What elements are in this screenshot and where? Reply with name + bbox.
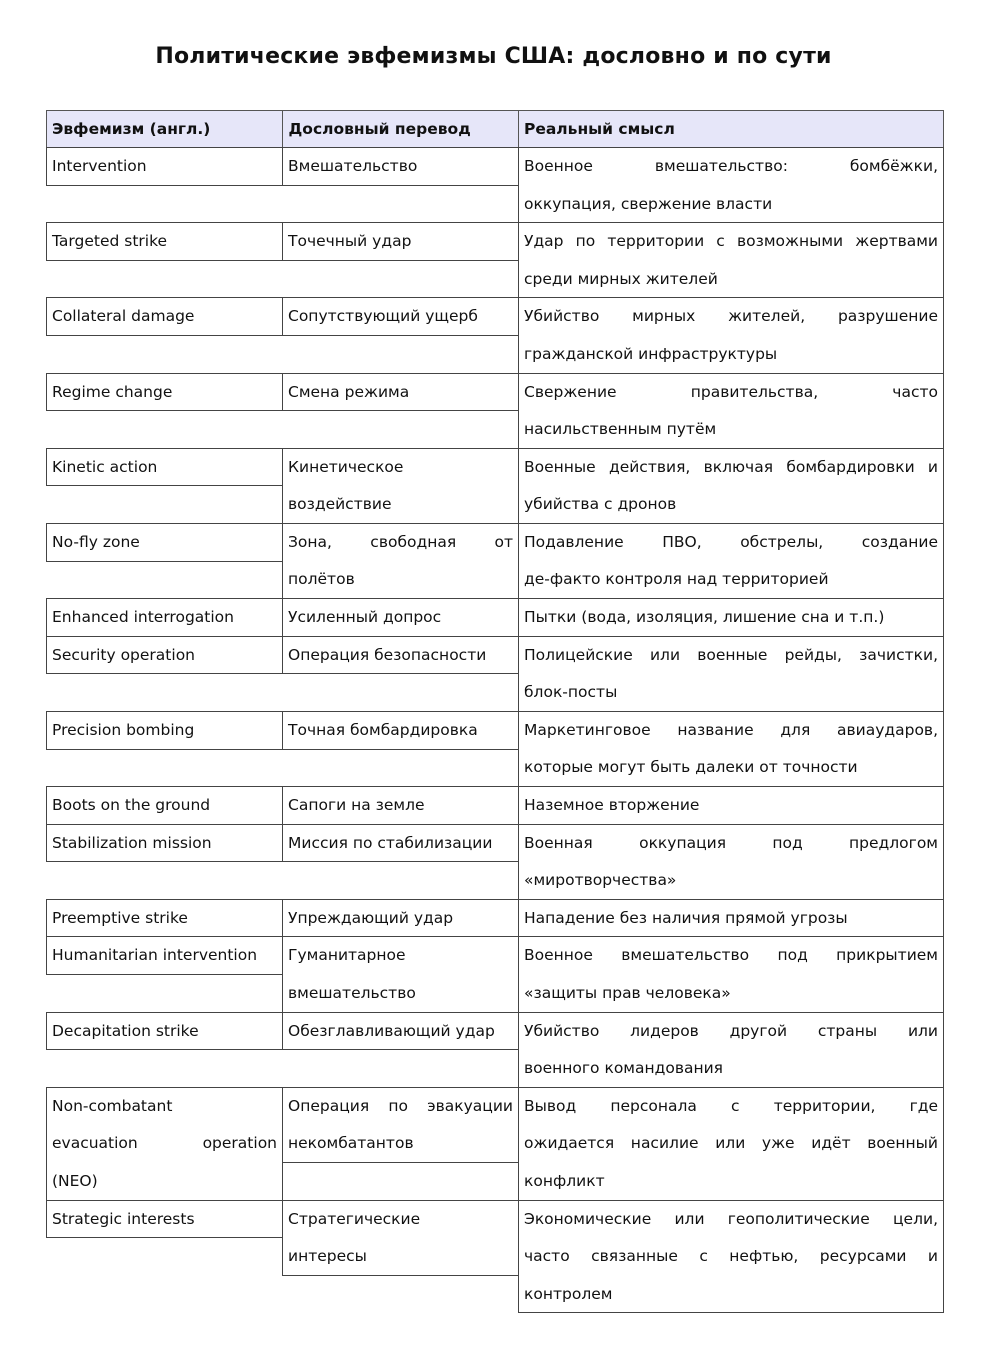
cell-meaning (518, 373, 944, 449)
table-row (46, 599, 944, 637)
cell-line: Удар по территории с возможными жертвами (524, 232, 938, 251)
cell-line: Точная бомбардировка (288, 720, 478, 739)
table-row (46, 1088, 944, 1201)
cell-euphemism (46, 711, 283, 750)
cell-line: оккупация, свержение власти (524, 194, 773, 213)
table-row (46, 712, 944, 787)
cell-line: Операция по эвакуации (288, 1096, 513, 1115)
cell-line: Сапоги на земле (288, 796, 425, 815)
page-title: Политические эвфемизмы США: дословно и по сути (155, 44, 832, 69)
cell-euphemism (46, 297, 283, 336)
cell-literal (282, 1087, 519, 1163)
table-row (46, 637, 944, 712)
table-row (46, 1201, 944, 1314)
cell-literal (282, 824, 519, 863)
cell-line: Сопутствующий ущерб (288, 307, 478, 326)
cell-line: Кинетическое (288, 457, 404, 476)
cell-euphemism (46, 1012, 283, 1051)
table-body (46, 148, 944, 1313)
cell-meaning (518, 1200, 944, 1314)
table-row (46, 825, 944, 900)
cell-line: evacuation operation (52, 1134, 277, 1153)
cell-line: Упреждающий удар (288, 908, 454, 927)
cell-literal (282, 1012, 519, 1051)
cell-literal (282, 598, 519, 637)
cell-meaning (518, 222, 944, 298)
header-euphemism: Эвфемизм (англ.) (52, 120, 211, 138)
cell-line: Strategic interests (52, 1209, 195, 1228)
cell-line: Военное вмешательство: бомбёжки, (524, 157, 938, 175)
cell-line: Security operation (52, 645, 195, 664)
cell-meaning (518, 786, 944, 825)
cell-meaning (518, 523, 944, 599)
cell-line: гражданской инфраструктуры (524, 344, 778, 363)
cell-line: Наземное вторжение (524, 796, 700, 815)
cell-line: Decapitation strike (52, 1021, 199, 1040)
table-header (46, 110, 944, 148)
cell-literal (282, 711, 519, 750)
cell-meaning (518, 448, 944, 524)
cell-line: Полицейские или военные рейды, зачистки, (524, 645, 938, 664)
table-row (46, 900, 944, 938)
cell-line: No-fly zone (52, 532, 140, 551)
header-literal: Дословный перевод (282, 111, 517, 147)
table-row (46, 223, 944, 298)
cell-line: ожидается насилие или уже идёт военный (524, 1134, 938, 1153)
cell-line: блок-посты (524, 683, 618, 702)
cell-line: полётов (288, 570, 355, 589)
cell-euphemism (46, 147, 283, 186)
cell-meaning (518, 598, 944, 637)
cell-meaning (518, 899, 944, 938)
cell-line: контролем (524, 1284, 613, 1303)
cell-literal (282, 936, 519, 1012)
table-row (46, 937, 944, 1012)
cell-line: Collateral damage (52, 307, 195, 326)
table-row (46, 374, 944, 449)
cell-line: Подавление ПВО, обстрелы, создание (524, 532, 938, 551)
cell-line: Нападение без наличия прямой угрозы (524, 908, 848, 927)
cell-line: Стратегические (288, 1209, 421, 1228)
cell-line: Вмешательство (288, 157, 418, 175)
cell-literal (282, 636, 519, 675)
cell-euphemism (46, 899, 283, 938)
cell-line: Regime change (52, 382, 173, 401)
cell-meaning (518, 824, 944, 900)
cell-line: насильственным путём (524, 420, 717, 439)
cell-meaning (518, 1012, 944, 1088)
cell-meaning (518, 147, 944, 223)
cell-line: Усиленный допрос (288, 608, 442, 627)
cell-line: Маркетинговое название для авиаударов, (524, 720, 938, 739)
cell-line: Intervention (52, 157, 147, 175)
cell-euphemism (46, 824, 283, 863)
cell-line: интересы (288, 1247, 367, 1266)
cell-meaning (518, 711, 944, 787)
cell-line: Смена режима (288, 382, 410, 401)
cell-euphemism (46, 1087, 283, 1201)
cell-euphemism (46, 523, 283, 562)
cell-euphemism (46, 786, 283, 825)
cell-euphemism (46, 1200, 283, 1239)
cell-line: Убийство мирных жителей, разрушение (524, 307, 938, 326)
cell-line: Обезглавливающий удар (288, 1021, 495, 1040)
cell-line: которые могут быть далеки от точности (524, 758, 858, 777)
cell-literal (282, 222, 519, 261)
cell-meaning (518, 1087, 944, 1201)
cell-line: Humanitarian intervention (52, 946, 258, 965)
euphemisms-table (46, 110, 944, 1313)
cell-euphemism (46, 373, 283, 412)
cell-line: Kinetic action (52, 457, 158, 476)
cell-euphemism (46, 448, 283, 487)
cell-line: «миротворчества» (524, 871, 677, 890)
cell-literal (282, 448, 519, 524)
table-row (46, 787, 944, 825)
cell-line: среди мирных жителей (524, 269, 718, 288)
cell-line: Boots on the ground (52, 796, 211, 815)
cell-line: военного командования (524, 1059, 723, 1078)
table-row (46, 298, 944, 373)
cell-line: Гуманитарное (288, 946, 406, 965)
cell-line: Военное вмешательство под прикрытием (524, 946, 938, 965)
cell-meaning (518, 936, 944, 1012)
cell-literal (282, 786, 519, 825)
cell-line: Зона, свободная от (288, 532, 513, 551)
cell-line: Пытки (вода, изоляция, лишение сна и т.п.) (524, 608, 885, 627)
cell-line: «защиты прав человека» (524, 983, 731, 1002)
cell-literal (282, 373, 519, 412)
table-row (46, 524, 944, 599)
cell-euphemism (46, 598, 283, 637)
cell-euphemism (46, 636, 283, 675)
cell-line: Свержение правительства, часто (524, 382, 938, 401)
cell-line: Экономические или геополитические цели, (524, 1209, 938, 1228)
cell-line: Точечный удар (288, 232, 412, 251)
cell-line: Targeted strike (52, 232, 168, 251)
cell-literal (282, 899, 519, 938)
table-row (46, 148, 944, 223)
cell-line: (NEO) (52, 1171, 98, 1190)
cell-line: Preemptive strike (52, 908, 188, 927)
cell-line: Precision bombing (52, 720, 195, 739)
cell-line: некомбатантов (288, 1134, 414, 1153)
cell-literal (282, 147, 519, 186)
cell-line: Миссия по стабилизации (288, 833, 493, 852)
cell-literal (282, 1200, 519, 1276)
cell-line: конфликт (524, 1171, 605, 1190)
cell-line: убийства с дронов (524, 495, 677, 514)
table-row (46, 1013, 944, 1088)
cell-line: Non-combatant (52, 1096, 173, 1115)
cell-line: Операция безопасности (288, 645, 487, 664)
table-row (46, 449, 944, 524)
cell-line: воздействие (288, 495, 392, 514)
cell-line: Вывод персонала с территории, где (524, 1096, 938, 1115)
cell-line: Enhanced interrogation (52, 608, 234, 627)
cell-literal (282, 297, 519, 336)
cell-line: де-факто контроля над территорией (524, 570, 829, 589)
header-meaning: Реальный смысл (518, 111, 943, 147)
cell-line: часто связанные с нефтью, ресурсами и (524, 1247, 938, 1266)
cell-line: Stabilization mission (52, 833, 212, 852)
cell-literal (282, 523, 519, 599)
cell-line: вмешательство (288, 983, 416, 1002)
cell-euphemism (46, 222, 283, 261)
cell-line: Военная оккупация под предлогом (524, 833, 938, 852)
cell-meaning (518, 297, 944, 373)
cell-line: Военные действия, включая бомбардировки и (524, 457, 938, 476)
cell-line: Убийство лидеров другой страны или (524, 1021, 938, 1040)
cell-euphemism (46, 936, 283, 975)
cell-meaning (518, 636, 944, 712)
